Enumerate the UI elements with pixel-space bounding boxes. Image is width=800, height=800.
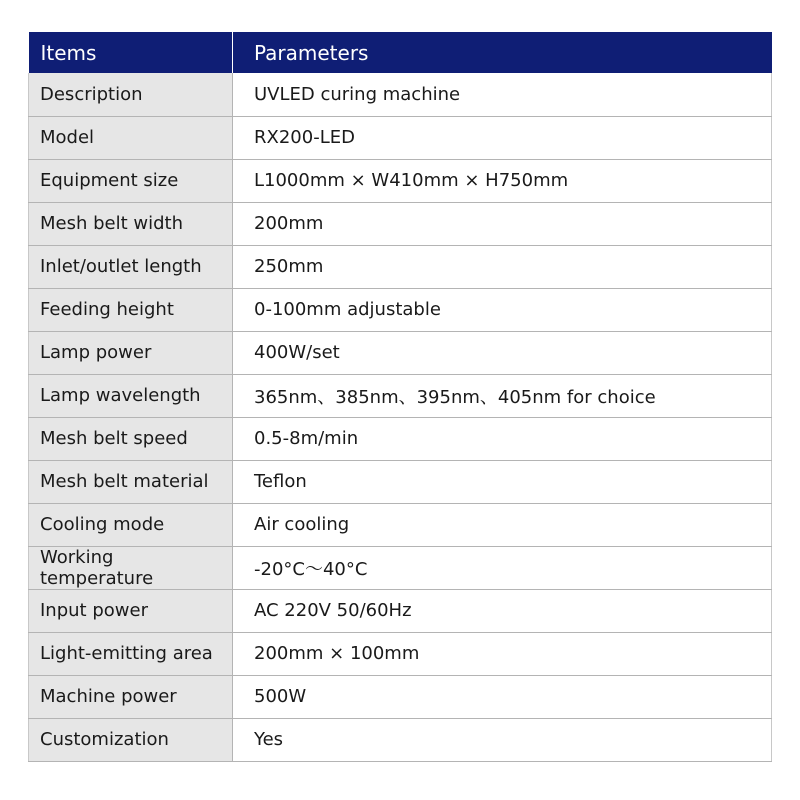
- row-value: 365nm、385nm、395nm、405nm for choice: [233, 374, 772, 417]
- table-row: [29, 546, 772, 589]
- row-label: Feeding height: [29, 288, 233, 331]
- table-row: [29, 116, 772, 159]
- table-row: [29, 589, 772, 632]
- row-value: Yes: [233, 718, 772, 761]
- row-value: 0.5-8m/min: [233, 417, 772, 460]
- table-row: [29, 675, 772, 718]
- row-label: Working temperature: [29, 546, 233, 589]
- row-label: Model: [29, 116, 233, 159]
- spec-table: [28, 32, 772, 762]
- header-items: Items: [29, 32, 233, 73]
- row-value: 500W: [233, 675, 772, 718]
- row-label: Inlet/outlet length: [29, 245, 233, 288]
- table-row: [29, 331, 772, 374]
- row-value: 250mm: [233, 245, 772, 288]
- row-value: 200mm × 100mm: [233, 632, 772, 675]
- row-value: 0-100mm adjustable: [233, 288, 772, 331]
- row-value: Teflon: [233, 460, 772, 503]
- table-row: [29, 202, 772, 245]
- table-row: [29, 632, 772, 675]
- row-label: Input power: [29, 589, 233, 632]
- row-label: Mesh belt speed: [29, 417, 233, 460]
- table-row: [29, 460, 772, 503]
- row-value: RX200-LED: [233, 116, 772, 159]
- row-value: 200mm: [233, 202, 772, 245]
- row-value: L1000mm × W410mm × H750mm: [233, 159, 772, 202]
- row-label: Lamp wavelength: [29, 374, 233, 417]
- row-label: Mesh belt width: [29, 202, 233, 245]
- row-value: -20°C～40°C: [233, 546, 772, 589]
- table-row: [29, 245, 772, 288]
- table-row: [29, 288, 772, 331]
- row-label: Light-emitting area: [29, 632, 233, 675]
- row-value: 400W/set: [233, 331, 772, 374]
- row-value: Air cooling: [233, 503, 772, 546]
- row-value: UVLED curing machine: [233, 73, 772, 116]
- table-row: [29, 374, 772, 417]
- header-parameters: Parameters: [233, 32, 772, 73]
- row-label: Cooling mode: [29, 503, 233, 546]
- table-row: [29, 159, 772, 202]
- table-header-row: [29, 32, 772, 73]
- row-label: Customization: [29, 718, 233, 761]
- row-value: AC 220V 50/60Hz: [233, 589, 772, 632]
- row-label: Mesh belt material: [29, 460, 233, 503]
- table-row: [29, 417, 772, 460]
- row-label: Machine power: [29, 675, 233, 718]
- row-label: Lamp power: [29, 331, 233, 374]
- table-row: [29, 73, 772, 116]
- table-row: [29, 503, 772, 546]
- row-label: Description: [29, 73, 233, 116]
- table-row: [29, 718, 772, 761]
- row-label: Equipment size: [29, 159, 233, 202]
